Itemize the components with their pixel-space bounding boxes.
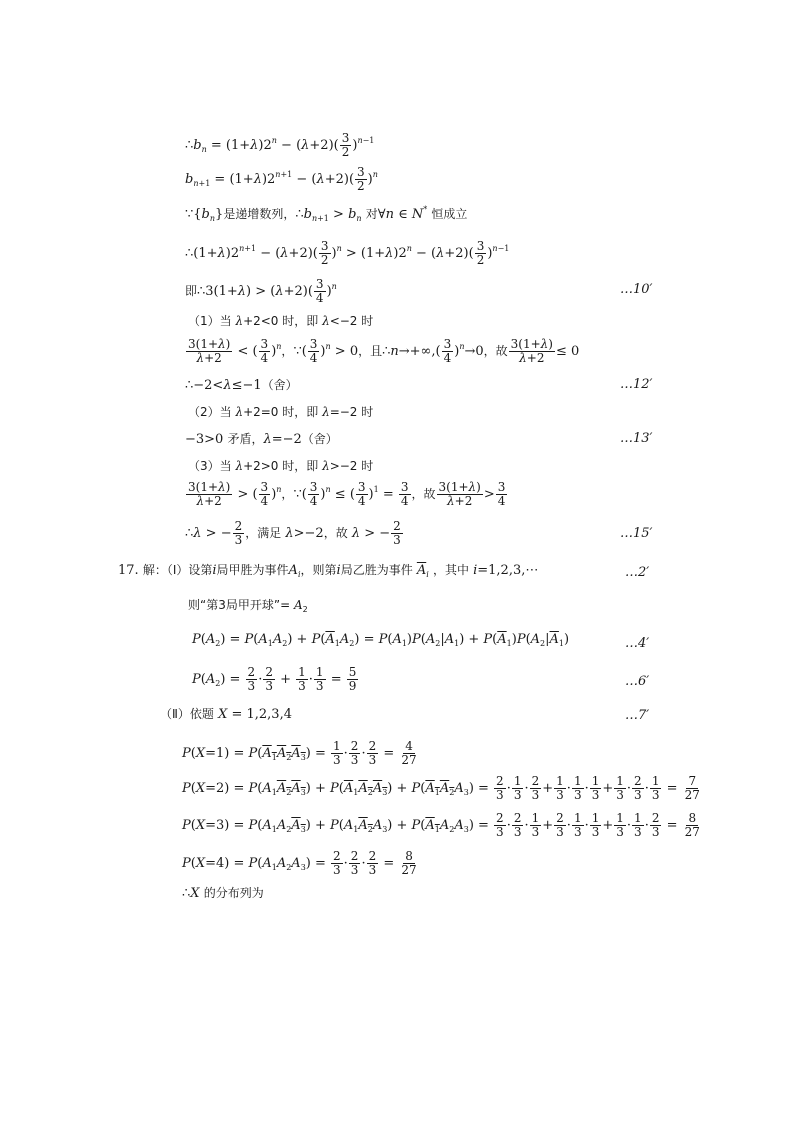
case-1-result: ∴−2<λ≤−1（舍） [185, 378, 298, 393]
case-2-heading: （2）当 λ+2=0 时，即 λ=−2 时 [188, 405, 374, 419]
inequality-expanded: $\therefore(1+\lambda)2^{n+1} - (\lambda+2)$( $\frac{3}{2}$ )$^n > (1+\lambda)2^n - (\lambda+2)$( $\frac{3}{2}$ )$^{n-1}$ [185, 239, 510, 267]
case-3-inequality: $\frac{3(1+\lambda)}{\lambda+2}$ > ( $\frac{3}{4}$ )$^n$，∵( $\frac{3}{4}$ )$^n$ ≤ ( $\frac{3}{4}$ )$^1$ = $\frac{3}{4}$ ，故 $\frac{3(1+\lambda)}{\lambda+2}$ > $\frac{3}{4}$ [188, 480, 506, 508]
event-definition: 则“第3局甲开球”= $A_2$ [188, 598, 308, 614]
distribution-label: ∴X 的分布列为 [182, 886, 264, 901]
prob-x2: $P(X=2) = P(A_1A_2A_3) + P(\overline{A}_1A_2A_3) + P(A_1A_2A_3)$ = $\frac{2}{3}$ · $\frac{1}{3}$ · $\frac{2}{3}$ + $\frac{1}{3}$ · $\frac{1}{3}$ · $\frac{1}{3}$ + $\frac{1}{3}$ · $\frac{2}{3}$ · $\frac{1}{3}$ = $\frac{7}{27}$ [182, 774, 700, 802]
ji-label: 即 [185, 284, 198, 298]
prob-x3: $P(X=3) = P(A_1A_2A_3) + P(A_1A_2A_3) + P(A_1A_2A_3)$ = $\frac{2}{3}$ · $\frac{2}{3}$ · $\frac{1}{3}$ + $\frac{2}{3}$ · $\frac{1}{3}$ · $\frac{1}{3}$ + $\frac{1}{3}$ · $\frac{1}{3}$ · $\frac{2}{3}$ = $\frac{8}{27}$ [182, 811, 700, 839]
score-6: …6′ [625, 674, 650, 689]
inequality-simplified: 即∴3(1+λ) > (λ+2)( $\frac{3}{4}$ )$^n$ [185, 277, 337, 305]
case-2-result: −3>0 矛盾，λ=−2（舍） [185, 432, 338, 447]
case-3-heading: （3）当 λ+2>0 时，即 λ>−2 时 [188, 459, 374, 473]
increasing-condition: $\because\{b_n\}$是递增数列，$\therefore b_{n+1} > b_n$ 对∀n ∈ N* 恒成立 [185, 205, 468, 223]
score-12: …12′ [620, 377, 653, 392]
formula-bn: $\therefore b_n = (1+\lambda)2^n - (\lambda+2)$( $\frac{3}{2}$ )$^{n-1}$ [185, 131, 375, 159]
part-2-heading: （Ⅱ）依题 X = 1,2,3,4 [160, 707, 292, 722]
formula-pa2: $P(A_2) = P(A_1A_2) + P(\overline{A}_1A_2) = P(A_1)P(A_2|A_1) + P(\overline{A}_1)P(A_2|\overline{A}_1)$ [192, 632, 570, 648]
prob-x4: $P(X=4) = P(A_1A_2A_3)$ = $\frac{2}{3}$ · $\frac{2}{3}$ · $\frac{2}{3}$ = $\frac{8}{27}$ [182, 849, 417, 877]
case-1-heading: （1）当 λ+2<0 时，即 λ<−2 时 [188, 314, 374, 328]
score-15: …15′ [620, 526, 653, 541]
formula-pa2-value: $P(A_2)$ = $\frac{2}{3}$ · $\frac{2}{3}$ + $\frac{1}{3}$ · $\frac{1}{3}$ = $\frac{5}{9}$ [192, 665, 357, 693]
prob-x1: $P(X=1) = P(A_1A_2A_3)$ = $\frac{1}{3}$ · $\frac{2}{3}$ · $\frac{2}{3}$ = $\frac{4}{27}$ [182, 739, 417, 767]
score-7: …7′ [625, 708, 650, 723]
score-10: …10′ [620, 282, 653, 297]
score-2: …2′ [625, 565, 650, 580]
formula-bn1: $b_{n+1} = (1+\lambda)2^{n+1} - (\lambda+2)$( $\frac{3}{2}$ )$^n$ [185, 165, 378, 193]
case-1-inequality: $\frac{3(1+\lambda)}{\lambda+2}$ < ( $\frac{3}{4}$ )$^n$，∵( $\frac{3}{4}$ )$^n$ > 0，且∴n→+∞,( $\frac{3}{4}$ )$^n$→0，故 $\frac{3(1+\lambda)}{\lambda+2}$ ≤ 0 [188, 337, 580, 365]
score-4: …4′ [625, 636, 650, 651]
case-3-result: ∴λ > − $\frac{2}{3}$ ，满足 λ>−2，故 λ > − $\frac{2}{3}$ [185, 519, 401, 547]
increasing-text: 是递增数列， [223, 207, 296, 221]
problem-17-heading: 17. 解：（Ⅰ）设第i局甲胜为事件$A_i$，则第i局乙胜为事件 $\overline{A}_i$ ，其中 i=1,2,3,⋯ [118, 563, 539, 579]
score-13: …13′ [620, 431, 653, 446]
